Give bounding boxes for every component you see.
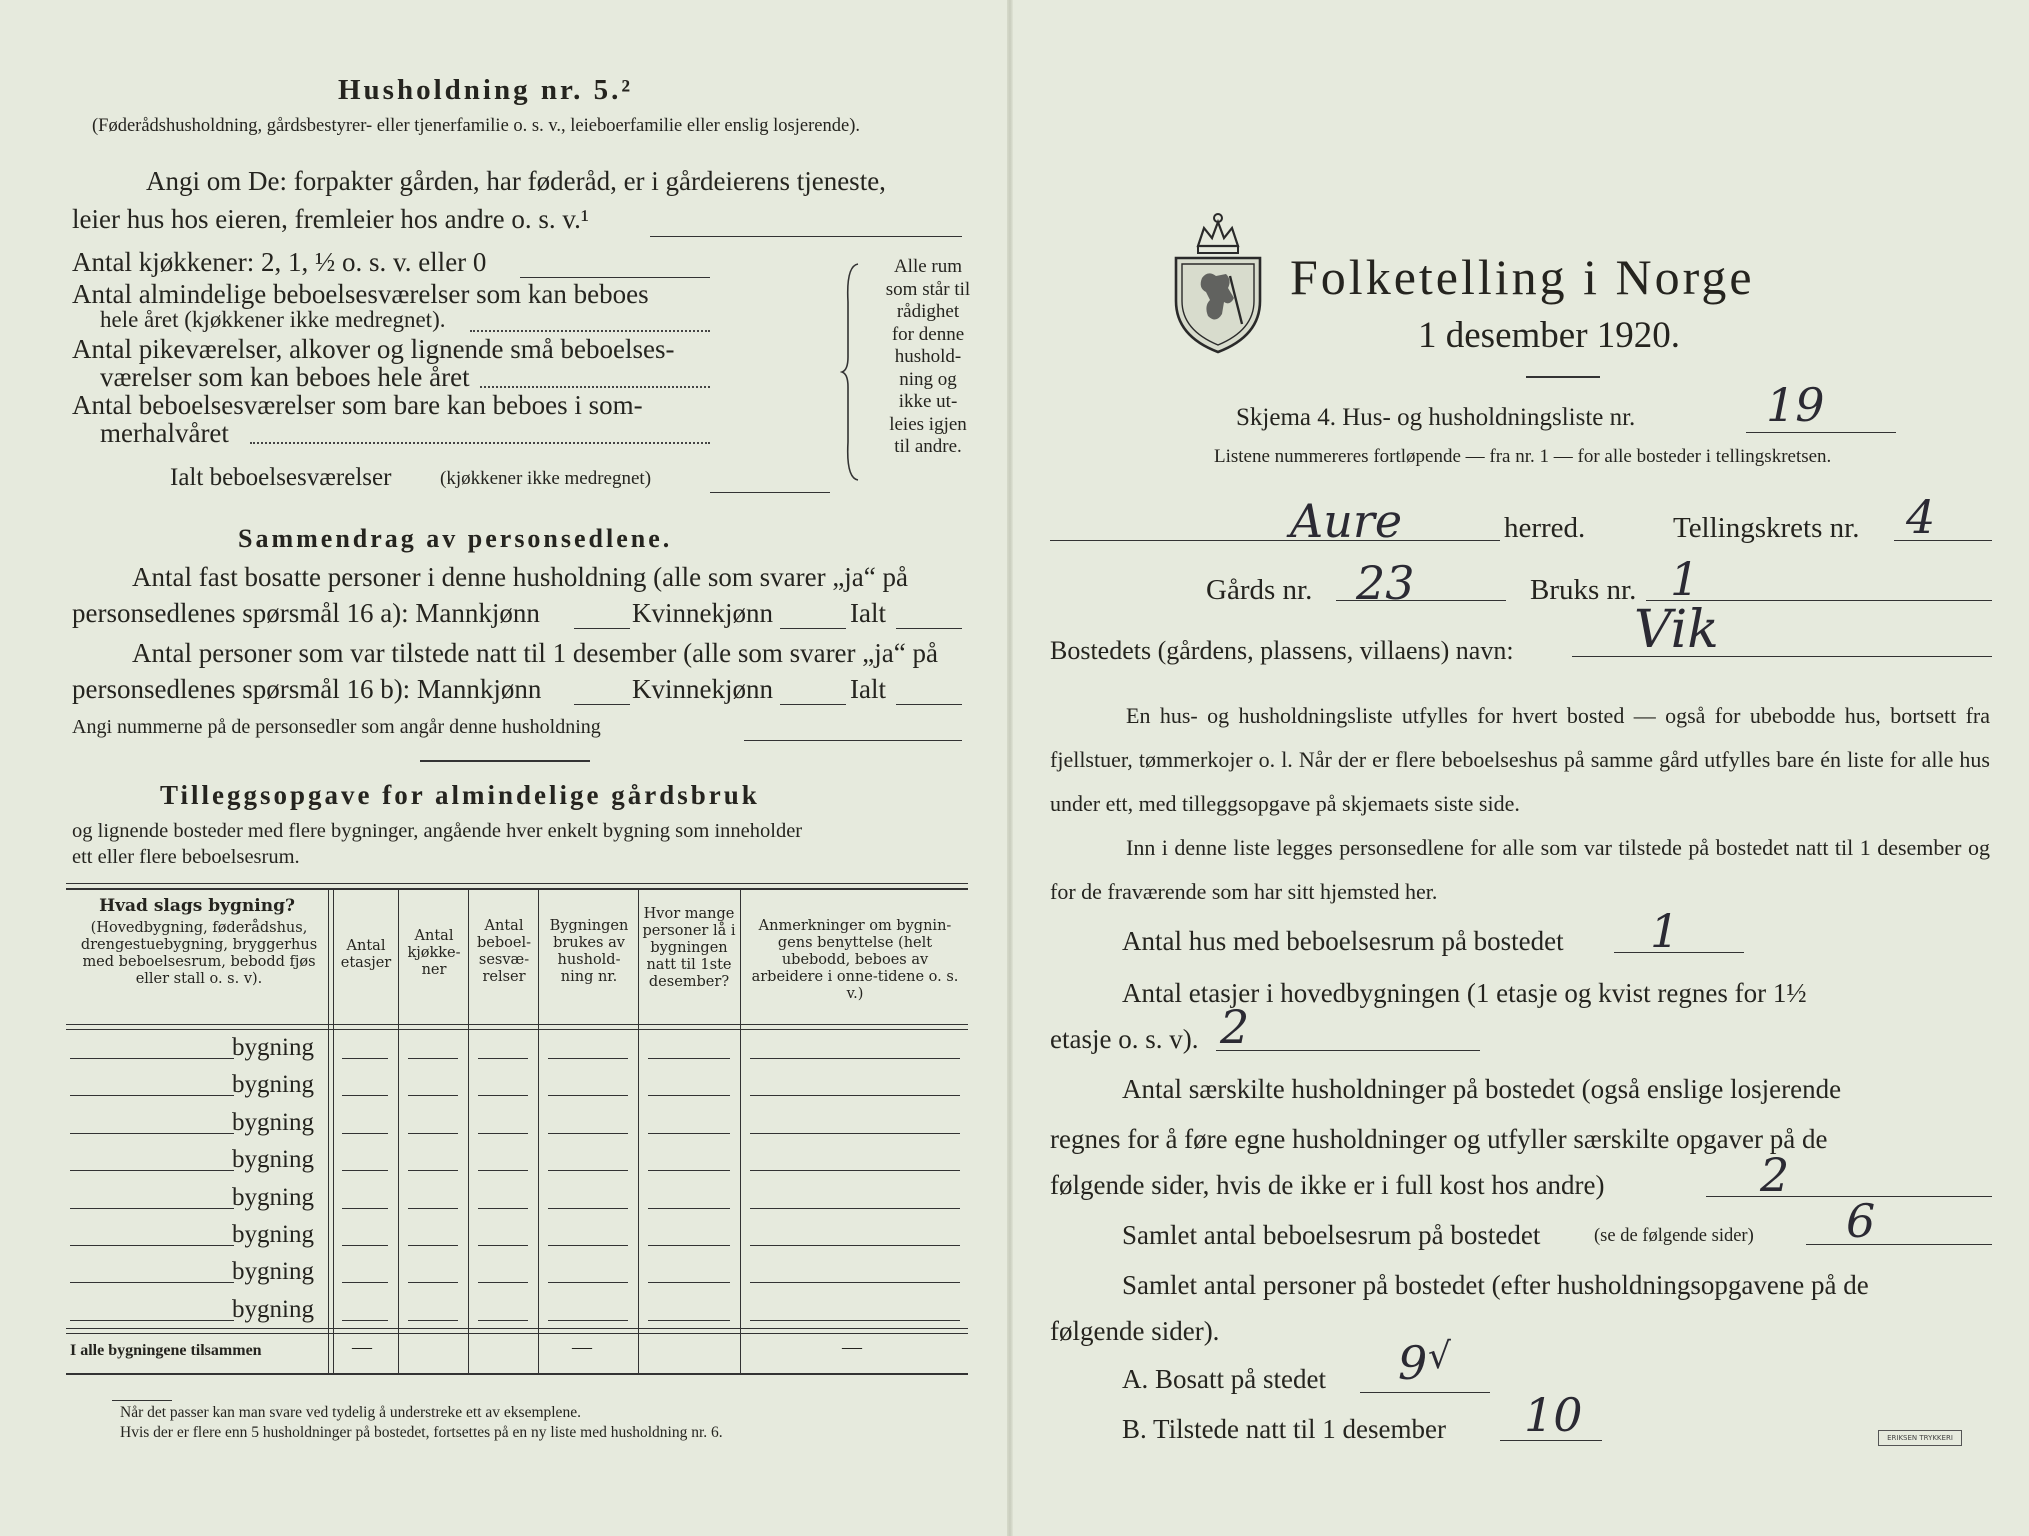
herred-value: Aure bbox=[1290, 494, 1403, 548]
angi-answer-line bbox=[650, 236, 962, 237]
kitchens-label: Antal kjøkkener: 2, 1, ½ o. s. v. eller 0 bbox=[72, 247, 487, 277]
cell-line bbox=[648, 1245, 730, 1246]
table-header-vaerelser: Antal beboel-sesvæ-relser bbox=[477, 918, 531, 985]
left-page bbox=[0, 0, 1010, 1536]
cell-line bbox=[648, 1170, 730, 1171]
tilstede-value: 10 bbox=[1524, 1388, 1583, 1442]
household-intro: (Føderådshusholdning, gårdsbestyrer- eller tjenerfamilie o. s. v., leieboerfamilie eller enslig losjerende). bbox=[92, 116, 860, 136]
row-fill-line bbox=[70, 1208, 234, 1209]
coat-of-arms-icon bbox=[1168, 206, 1268, 356]
cell-line bbox=[342, 1170, 388, 1171]
cell-line bbox=[548, 1282, 628, 1283]
cell-line bbox=[750, 1095, 960, 1096]
angi-line-1: Angi om De: forpakter gården, har føderåd, er i gårdeierens tjeneste, bbox=[146, 166, 886, 196]
cell-line bbox=[548, 1320, 628, 1321]
tilstede-label: B. Tilstede natt til 1 desember bbox=[1122, 1414, 1446, 1444]
brace-icon bbox=[840, 262, 866, 482]
row-label: bygning bbox=[232, 1071, 314, 1099]
bosatt-label: A. Bosatt på stedet bbox=[1122, 1364, 1326, 1394]
summary-1a: Antal fast bosatte personer i denne husholdning (alle som svarer „ja“ på bbox=[132, 562, 908, 592]
cell-line bbox=[648, 1095, 730, 1096]
cell-line bbox=[478, 1058, 528, 1059]
cell-line bbox=[342, 1095, 388, 1096]
rooms-2b: værelser som kan beboes hele året bbox=[100, 362, 470, 392]
rum-label: Samlet antal beboelsesrum på bostedet bbox=[1122, 1220, 1541, 1250]
row-fill-line bbox=[70, 1133, 234, 1134]
footnote-1: Når det passer kan man svare ved tydelig å understreke ett av eksemplene. bbox=[120, 1404, 581, 1421]
cell-line bbox=[548, 1208, 628, 1209]
krets-value: 4 bbox=[1906, 490, 1936, 544]
cell-line bbox=[342, 1282, 388, 1283]
total-rooms-note: (kjøkkener ikke medregnet) bbox=[440, 468, 652, 489]
rooms-1a: Antal almindelige beboelsesværelser som kan beboes bbox=[72, 279, 649, 309]
cell-line bbox=[750, 1282, 960, 1283]
gards-label: Gårds nr. bbox=[1206, 574, 1313, 606]
cell-line bbox=[478, 1320, 528, 1321]
summary-2b: personsedlenes spørsmål 16 b): Mannkjønn bbox=[72, 674, 542, 704]
cell-line bbox=[648, 1208, 730, 1209]
etasjer-line-a: Antal etasjer i hovedbygningen (1 etasje og kvist regnes for 1½ bbox=[1122, 978, 1807, 1008]
bosted-value: Vik bbox=[1634, 600, 1719, 660]
cell-line bbox=[648, 1058, 730, 1059]
cell-line bbox=[548, 1170, 628, 1171]
herred-label: herred. bbox=[1504, 512, 1586, 544]
cell-line bbox=[648, 1133, 730, 1134]
table-header-type-sub: (Hovedbygning, føderådshus, drengestuebygning, bryggerhus med beboelsesrum, bebodd fjøs eller stall o. s. v). bbox=[80, 920, 318, 987]
cell-line bbox=[408, 1282, 458, 1283]
cell-line bbox=[408, 1095, 458, 1096]
row-fill-line bbox=[70, 1320, 234, 1321]
pers-line-b: følgende sider). bbox=[1050, 1316, 1220, 1346]
right-page bbox=[1010, 0, 2029, 1536]
table-header-etasjer: Antal etasjer bbox=[340, 938, 392, 971]
cell-line bbox=[342, 1320, 388, 1321]
bruks-value: 1 bbox=[1670, 552, 1700, 606]
cell-line bbox=[478, 1208, 528, 1209]
hus-value: 1 bbox=[1650, 904, 1680, 958]
etasjer-value: 2 bbox=[1220, 1000, 1250, 1054]
rooms-2a: Antal pikeværelser, alkover og lignende små beboelses- bbox=[72, 334, 675, 364]
summary-2-kvinne: Kvinnekjønn bbox=[632, 674, 773, 704]
row-fill-line bbox=[70, 1245, 234, 1246]
cell-line bbox=[478, 1245, 528, 1246]
rum-value: 6 bbox=[1846, 1194, 1876, 1248]
row-label: bygning bbox=[232, 1108, 314, 1136]
table-header-husholdning: Bygningen brukes av hushold-ning nr. bbox=[549, 918, 629, 985]
bosatt-value: 9 bbox=[1398, 1336, 1428, 1390]
hush-value: 2 bbox=[1760, 1148, 1790, 1202]
cell-line bbox=[548, 1095, 628, 1096]
cell-line bbox=[750, 1208, 960, 1209]
angi-line-2: leier hus hos eieren, fremleier hos andre o. s. v.¹ bbox=[72, 204, 589, 234]
summary-1-ialt: Ialt bbox=[850, 598, 886, 628]
cell-line bbox=[548, 1058, 628, 1059]
cell-line bbox=[548, 1133, 628, 1134]
row-label: bygning bbox=[232, 1221, 314, 1248]
bosted-label: Bostedets (gårdens, plassens, villaens) navn: bbox=[1050, 636, 1514, 665]
main-title: Folketelling i Norge bbox=[1290, 249, 1755, 305]
cell-line bbox=[648, 1282, 730, 1283]
cell-line bbox=[408, 1170, 458, 1171]
row-label: bygning bbox=[232, 1034, 314, 1061]
cell-line bbox=[478, 1133, 528, 1134]
row-fill-line bbox=[70, 1170, 234, 1171]
cell-line bbox=[750, 1320, 960, 1321]
skjema-label: Skjema 4. Hus- og husholdningsliste nr. bbox=[1236, 404, 1636, 431]
cell-line bbox=[342, 1058, 388, 1059]
table-header-anmerkninger: Anmerkninger om bygnin-gens benyttelse (helt ubebodd, beboes av arbeidere i onne-tidene o. s. v.) bbox=[751, 918, 959, 1002]
skjema-number: 19 bbox=[1766, 378, 1825, 432]
table-total-dash-1: — bbox=[352, 1336, 372, 1358]
cell-line bbox=[408, 1245, 458, 1246]
household-title: Husholdning nr. 5.² bbox=[338, 74, 634, 106]
cell-line bbox=[750, 1058, 960, 1059]
table-total-dash-2: — bbox=[572, 1336, 592, 1358]
table-header-personer: Hvor mange personer lå i bygningen natt til 1ste desember? bbox=[642, 906, 736, 990]
table-header-kjokkener: Antal kjøkke-ner bbox=[407, 928, 461, 978]
row-label: bygning bbox=[232, 1146, 314, 1174]
rum-note: (se de følgende sider) bbox=[1594, 1226, 1754, 1246]
census-date: 1 desember 1920. bbox=[1418, 315, 1681, 356]
hush-line-a: Antal særskilte husholdninger på bostedet (også enslige losjerende bbox=[1122, 1074, 1842, 1104]
cell-line bbox=[750, 1133, 960, 1134]
bruks-label: Bruks nr. bbox=[1530, 574, 1637, 606]
cell-line bbox=[478, 1282, 528, 1283]
footnote-2: Hvis der er flere enn 5 husholdninger på bostedet, fortsettes på en ny liste med husholdning nr. 6. bbox=[120, 1424, 723, 1441]
row-label: bygning bbox=[232, 1183, 314, 1211]
cell-line bbox=[342, 1245, 388, 1246]
cell-line bbox=[548, 1245, 628, 1246]
row-fill-line bbox=[70, 1058, 234, 1059]
printer-stamp: ERIKSEN TRYKKERI bbox=[1878, 1430, 1962, 1446]
angi-numbers: Angi nummerne på de personsedler som angår denne husholdning bbox=[72, 716, 601, 738]
row-label: bygning bbox=[232, 1258, 314, 1286]
cell-line bbox=[408, 1208, 458, 1209]
tillegg-title: Tilleggsopgave for almindelige gårdsbruk bbox=[160, 780, 760, 810]
row-label: bygning bbox=[232, 1295, 314, 1323]
row-fill-line bbox=[70, 1095, 234, 1096]
pers-line-a: Samlet antal personer på bostedet (efter husholdningsopgavene på de bbox=[1122, 1270, 1869, 1300]
cell-line bbox=[478, 1095, 528, 1096]
etasjer-line-b: etasje o. s. v). bbox=[1050, 1024, 1199, 1054]
rooms-3b: merhalvåret bbox=[100, 418, 229, 448]
summary-2-ialt: Ialt bbox=[850, 674, 886, 704]
cell-line bbox=[408, 1320, 458, 1321]
cell-line bbox=[408, 1133, 458, 1134]
table-total-dash-3: — bbox=[842, 1336, 862, 1358]
summary-1-kvinne: Kvinnekjønn bbox=[632, 598, 773, 628]
side-note: Alle rum som står til rådighet for denne hushold- ning og ikke ut- leies igjen til andre. bbox=[885, 256, 971, 457]
tillegg-line-1: og lignende bosteder med flere bygninger, angående hver enkelt bygning som inneholder bbox=[72, 820, 803, 842]
cell-line bbox=[750, 1245, 960, 1246]
kitchens-answer-line bbox=[520, 277, 710, 278]
krets-label: Tellingskrets nr. bbox=[1673, 512, 1860, 544]
cell-line bbox=[408, 1058, 458, 1059]
summary-1b: personsedlenes spørsmål 16 a): Mannkjønn bbox=[72, 598, 540, 628]
table-header-type: Hvad slags bygning? bbox=[99, 896, 295, 916]
info-paragraph-2: Inn i denne liste legges personsedlene for alle som var tilstede på bostedet natt til 1 desember og for de fraværende som har sitt hjemsted her. bbox=[1050, 835, 1990, 904]
gards-value: 23 bbox=[1356, 556, 1415, 610]
summary-title: Sammendrag av personsedlene. bbox=[238, 524, 673, 553]
hush-line-b: regnes for å føre egne husholdninger og utfyller særskilte opgaver på de bbox=[1050, 1124, 1828, 1154]
summary-2a: Antal personer som var tilstede natt til 1 desember (alle som svarer „ja“ på bbox=[132, 638, 938, 668]
rooms-1b: hele året (kjøkkener ikke medregnet). bbox=[100, 307, 446, 332]
cell-line bbox=[750, 1170, 960, 1171]
rooms-3a: Antal beboelsesværelser som bare kan beboes i som- bbox=[72, 390, 643, 420]
tillegg-line-2: ett eller flere beboelsesrum. bbox=[72, 846, 300, 868]
cell-line bbox=[478, 1170, 528, 1171]
cell-line bbox=[342, 1208, 388, 1209]
hus-label: Antal hus med beboelsesrum på bostedet bbox=[1122, 926, 1564, 956]
cell-line bbox=[342, 1133, 388, 1134]
check-mark-icon: √ bbox=[1428, 1336, 1451, 1377]
row-fill-line bbox=[70, 1282, 234, 1283]
info-paragraph-1: En hus- og husholdningsliste utfylles for hvert bosted — også for ubebodde hus, bortsett fra fjellstuer, tømmerkojer o. l. Når der er flere beboelseshus på samme gård utfylles bare én liste for alle hus under ett, med tilleggsopgave på skjemaets siste side. bbox=[1050, 703, 1990, 816]
hush-line-c: følgende sider, hvis de ikke er i full kost hos andre) bbox=[1050, 1170, 1605, 1200]
table-total-label: I alle bygningene tilsammen bbox=[70, 1342, 262, 1359]
cell-line bbox=[648, 1320, 730, 1321]
total-rooms-label: Ialt beboelsesværelser bbox=[170, 464, 392, 491]
listene-note: Listene nummereres fortløpende — fra nr. 1 — for alle bosteder i tellingskretsen. bbox=[1214, 446, 1832, 467]
